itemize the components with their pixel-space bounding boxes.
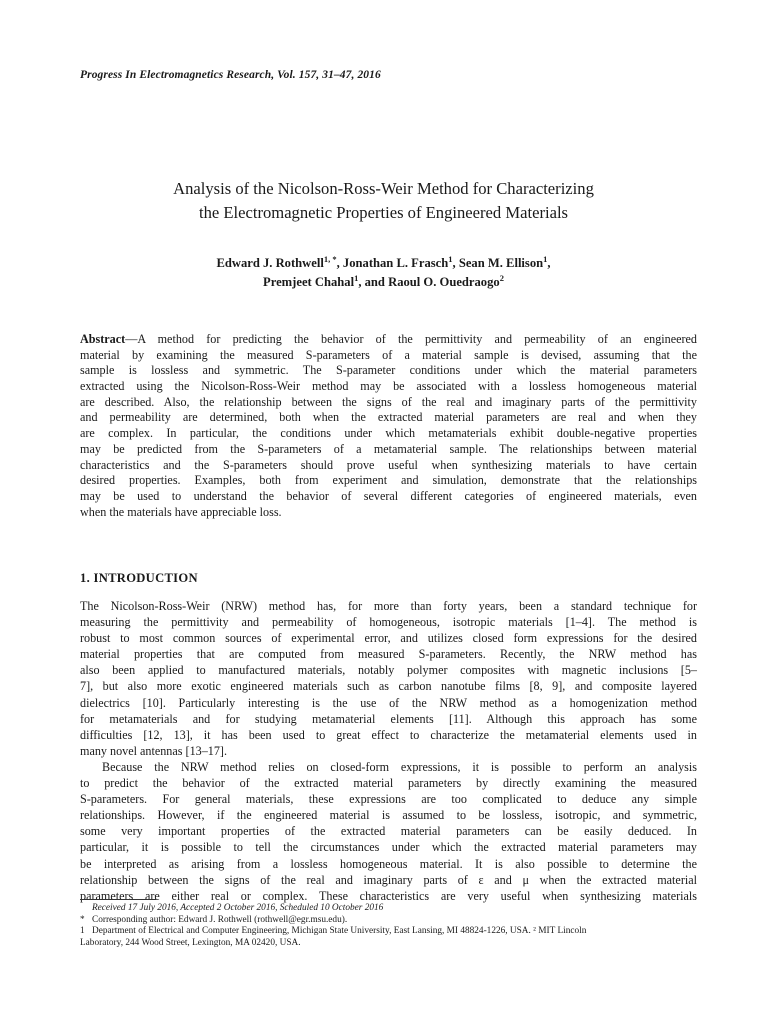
author-name: Raoul O. Ouedraogo [388, 275, 500, 289]
body-line: parameters are either real or complex. These characteristics are very useful when synthesizing materials [80, 888, 697, 903]
author-name: Premjeet Chahal [263, 275, 355, 289]
author-line-1 [80, 254, 687, 273]
body-line: particular, it is possible to tell the circumstances under which the extracted material parameters may [80, 840, 697, 855]
body-line: for metamaterials and for studying metamaterial elements [11]. Although this approach has some [80, 711, 697, 726]
body-line: also been applied to manufactured materials, notably polymer composites with magnetic inclusions [5– [80, 663, 697, 678]
abstract-line: are described. Also, the relationship between the signs of the real and imaginary parts of the permittivity [80, 394, 697, 409]
author-name: Jonathan L. Frasch [342, 256, 449, 270]
author-affiliation: 1 [354, 273, 359, 283]
author-list [80, 254, 687, 292]
body-line: 7], but also more exotic engineered materials such as carbon nanotube films [8, 9], and composite layered [80, 679, 697, 694]
abstract-line: characteristics and the S-parameters should prove useful when synthesizing materials to have certain [80, 457, 697, 472]
abstract-text: —A method for predicting the behavior of the permittivity and permeability of an engineered [125, 332, 697, 346]
abstract-line: when the materials have appreciable loss. [80, 504, 282, 519]
footnote-mark: * [80, 914, 85, 925]
abstract-line: are complex. In particular, the conditions under which metamaterials exhibit double-negative properties [80, 426, 697, 441]
body-line: Because the NRW method relies on closed-form expressions, it is possible to perform an analysis [102, 759, 697, 774]
section-heading [80, 571, 198, 586]
author-name: Sean M. Ellison [458, 256, 544, 270]
abstract-line: may be predicted from the S-parameters of a metamaterial sample. The relationships between material [80, 441, 697, 456]
author-line-2 [80, 273, 687, 292]
body-line: relationship between the signs of the real and imaginary parts of ε and μ when the extracted material [80, 872, 697, 887]
body-line: measuring the permittivity and permeability of homogeneous, isotropic materials [1–4]. The method is [80, 615, 697, 630]
affiliation-note [80, 926, 697, 938]
footnotes [80, 903, 697, 949]
abstract-line: and permeability are determined, both when the extracted material parameters are real and when they [80, 410, 697, 425]
title-line-1: Analysis of the Nicolson-Ross-Weir Method for Characterizing [173, 179, 594, 198]
abstract-line: desired properties. Examples, both from experiment and simulation, demonstrate that the relationships [80, 473, 697, 488]
author-separator: , [336, 256, 340, 270]
received-dates: Received 17 July 2016, Accepted 2 October 2016, Scheduled 10 October 2016 [92, 903, 384, 913]
body-line: S-parameters. For general materials, these expressions are too complicated to deduce any simple [80, 792, 697, 807]
body-line: dielectrics [10]. Particularly interesting is the use of the NRW method as a homogenization method [80, 695, 697, 710]
author-separator: , [547, 256, 551, 270]
author-affiliation: 1, * [323, 254, 337, 264]
body-line: material properties that are computed from measured S-parameters. Recently, the NRW method has [80, 647, 697, 662]
body-line: robust to most common sources of experimental error, and utilizes closed form expressions for the desired [80, 631, 697, 646]
author-affiliation: 2 [499, 273, 504, 283]
author-separator: , [452, 256, 456, 270]
body-line: The Nicolson-Ross-Weir (NRW) method has, for more than forty years, been a standard technique for [80, 599, 697, 613]
abstract-line: may be used to understand the behavior of several different categories of engineered materials, even [80, 488, 697, 503]
footnote-mark: 1 [80, 926, 85, 937]
author-separator: , and [358, 275, 385, 289]
body-line: to predict the behavior of the extracted material parameters by directly examining the measured [80, 776, 697, 791]
body-line: relationships. However, if the engineered material is assumed to be lossless, isotropic, and symmetric, [80, 808, 697, 823]
body-line: some very important properties of the extracted material parameters can be easily deduced. In [80, 824, 697, 839]
body-line: be interpreted as arising from a lossless homogeneous material. It is also possible to determine the [80, 856, 697, 871]
author-name: Edward J. Rothwell [216, 256, 324, 270]
abstract-line [80, 332, 697, 348]
title-line-2: the Electromagnetic Properties of Engineered Materials [198, 203, 569, 222]
abstract-line: material by examining the measured S-parameters of a material sample is devised, assuming that the [80, 347, 697, 362]
affiliation-text: Department of Electrical and Computer Engineering, Michigan State University, East Lansing, MI 48824-1226, USA. ² MIT Lincoln [92, 926, 587, 937]
abstract-line: extracted using the Nicolson-Ross-Weir method may be associated with a lossless homogeneous material [80, 379, 697, 394]
abstract-line: sample is lossless and symmetric. The S-parameter conditions under which the material parameters [80, 363, 697, 378]
section-number: 1. [80, 571, 91, 585]
paper-title [80, 177, 687, 225]
corresponding-author-text: Corresponding author: Edward J. Rothwell (rothwell@egr.msu.edu). [92, 914, 348, 925]
author-affiliation: 1 [543, 254, 548, 264]
author-affiliation: 1 [448, 254, 453, 264]
journal-citation: Progress In Electromagnetics Research, Vol. 157, 31–47, 2016 [80, 69, 381, 81]
footnote-divider [80, 899, 156, 900]
section-title: INTRODUCTION [93, 571, 198, 585]
abstract [80, 332, 697, 520]
body-line: difficulties [12, 13], it has been used to great effect to characterize the metamaterial elements used in [80, 727, 697, 742]
introduction-body [80, 598, 697, 904]
abstract-heading: Abstract [80, 332, 126, 346]
body-line: many novel antennas [13–17]. [80, 743, 227, 758]
affiliation-note-cont: Laboratory, 244 Wood Street, Lexington, MA 02420, USA. [80, 937, 301, 948]
corresponding-author-note [80, 915, 697, 927]
